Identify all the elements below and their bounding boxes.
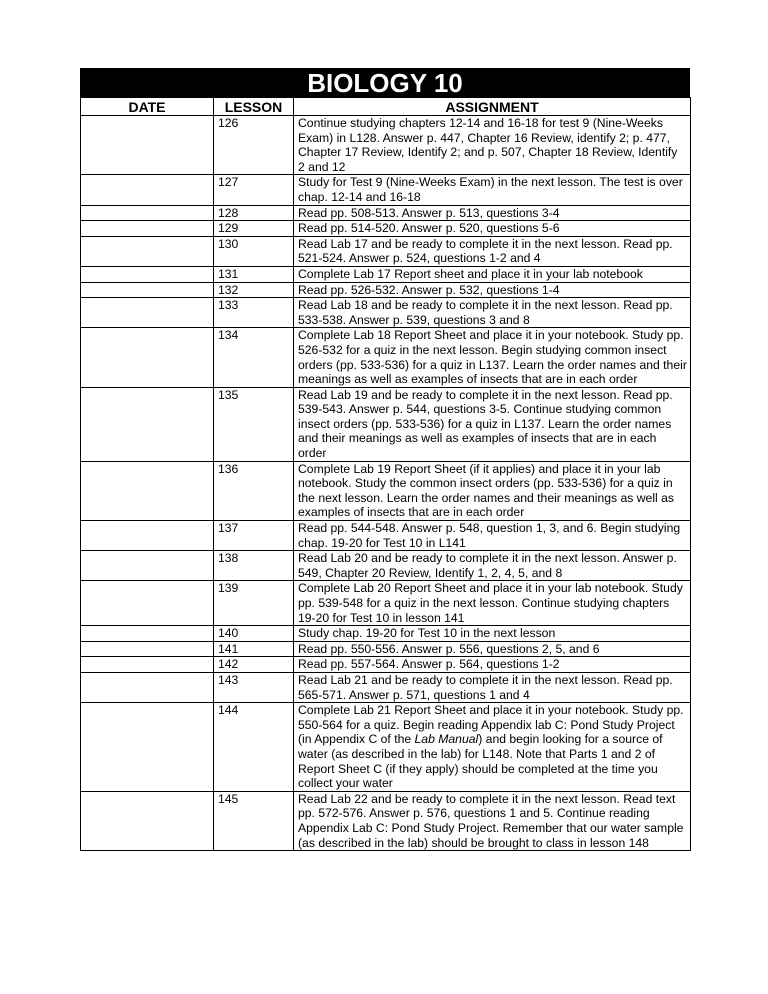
date-cell — [81, 236, 214, 266]
page-title: BIOLOGY 10 — [80, 68, 690, 97]
date-cell — [81, 521, 214, 551]
date-cell — [81, 387, 214, 461]
date-header: DATE — [81, 98, 214, 116]
date-cell — [81, 461, 214, 520]
date-cell — [81, 282, 214, 298]
assignment-cell: Continue studying chapters 12-14 and 16-18 for test 9 (Nine-Weeks Exam) in L128. Answer p. 447, Chapter 16 Review, identify 2; p. 477, Chapter 17 Review, Identify 2; and p. 507, Chapter 18 Review, Identify 2 and 12 — [294, 116, 691, 175]
assignment-cell: Read Lab 21 and be ready to complete it in the next lesson. Read pp. 565-571. Answer p. 571, questions 1 and 4 — [294, 672, 691, 702]
date-cell — [81, 672, 214, 702]
lesson-cell: 126 — [214, 116, 294, 175]
assignment-cell: Study chap. 19-20 for Test 10 in the next lesson — [294, 626, 691, 642]
date-cell — [81, 221, 214, 237]
lesson-cell: 129 — [214, 221, 294, 237]
lesson-header: LESSON — [214, 98, 294, 116]
table-row — [81, 626, 691, 642]
table-row — [81, 266, 691, 282]
table-row — [81, 791, 691, 850]
assignment-cell: Read pp. 514-520. Answer p. 520, questions 5-6 — [294, 221, 691, 237]
assignment-table — [80, 97, 691, 851]
table-row — [81, 672, 691, 702]
assignment-cell: Complete Lab 19 Report Sheet (if it applies) and place it in your lab notebook. Study the common insect orders (pp. 533-536) for a quiz in the next lesson. Learn the order names and their meanings as well as examples of insects that are in each order — [294, 461, 691, 520]
lesson-cell: 134 — [214, 328, 294, 387]
table-row — [81, 298, 691, 328]
table-row — [81, 581, 691, 626]
date-cell — [81, 641, 214, 657]
table-row — [81, 551, 691, 581]
date-cell — [81, 626, 214, 642]
table-row — [81, 175, 691, 205]
date-cell — [81, 298, 214, 328]
assignment-cell: Complete Lab 17 Report sheet and place it in your lab notebook — [294, 266, 691, 282]
lesson-cell: 128 — [214, 205, 294, 221]
date-cell — [81, 266, 214, 282]
table-row — [81, 703, 691, 792]
assignment-cell: Complete Lab 20 Report Sheet and place it in your lab notebook. Study pp. 539-548 for a quiz in the next lesson. Continue studying chapters 19-20 for Test 10 in lesson 141 — [294, 581, 691, 626]
lesson-cell: 131 — [214, 266, 294, 282]
assignment-cell: Read pp. 550-556. Answer p. 556, questions 2, 5, and 6 — [294, 641, 691, 657]
table-row — [81, 116, 691, 175]
date-cell — [81, 116, 214, 175]
assignment-cell: Read pp. 544-548. Answer p. 548, question 1, 3, and 6. Begin studying chap. 19-20 for Test 10 in L141 — [294, 521, 691, 551]
lesson-cell: 132 — [214, 282, 294, 298]
table-row — [81, 521, 691, 551]
lab-manual-title: Lab Manual — [414, 732, 479, 747]
lesson-cell: 135 — [214, 387, 294, 461]
lesson-cell: 140 — [214, 626, 294, 642]
assignment-cell: Read Lab 22 and be ready to complete it in the next lesson. Read text pp. 572-576. Answer p. 576, questions 1 and 5. Continue reading Appendix Lab C: Pond Study Project. Remember that our water sample (as described in the lab) should be brought to class in lesson 148 — [294, 791, 691, 850]
lesson-cell: 145 — [214, 791, 294, 850]
date-cell — [81, 703, 214, 792]
assignment-cell: Read Lab 17 and be ready to complete it in the next lesson. Read pp. 521-524. Answer p. 524, questions 1-2 and 4 — [294, 236, 691, 266]
lesson-cell: 141 — [214, 641, 294, 657]
assignment-cell: Complete Lab 18 Report Sheet and place it in your notebook. Study pp. 526-532 for a quiz in the next lesson. Begin studying common insect orders (pp. 533-536) for a quiz in L137. Learn the order names and their meanings as well as examples of insects that are in each order — [294, 328, 691, 387]
date-cell — [81, 791, 214, 850]
assignment-cell: Read Lab 18 and be ready to complete it in the next lesson. Read pp. 533-538. Answer p. 539, questions 3 and 8 — [294, 298, 691, 328]
date-cell — [81, 175, 214, 205]
table-row — [81, 205, 691, 221]
lesson-cell: 144 — [214, 703, 294, 792]
date-cell — [81, 581, 214, 626]
lesson-cell: 138 — [214, 551, 294, 581]
table-row — [81, 282, 691, 298]
assignment-cell — [294, 703, 691, 792]
lesson-cell: 127 — [214, 175, 294, 205]
schedule-sheet — [80, 68, 690, 851]
lesson-cell: 133 — [214, 298, 294, 328]
assignment-text: ) and begin looking for a source of water (as described in the lab) for L148. Note that Parts 1 and 2 of Report Sheet C (if they apply) should be completed at the time you collect your water — [298, 732, 663, 791]
lesson-cell: 142 — [214, 657, 294, 673]
header-row — [81, 98, 691, 116]
lesson-cell: 137 — [214, 521, 294, 551]
table-row — [81, 641, 691, 657]
table-row — [81, 461, 691, 520]
date-cell — [81, 657, 214, 673]
assignment-cell: Read pp. 557-564. Answer p. 564, questions 1-2 — [294, 657, 691, 673]
lesson-cell: 139 — [214, 581, 294, 626]
assignment-cell: Read Lab 19 and be ready to complete it in the next lesson. Read pp. 539-543. Answer p. 544, questions 3-5. Continue studying common insect orders (pp. 533-536) for a quiz in L137. Learn the order names and their meanings as well as examples of insects that are in each order — [294, 387, 691, 461]
assignment-text: Complete Lab 21 Report Sheet and place it in your notebook. Study pp. 550-564 for a quiz. Begin reading Appendix lab C: Pond Study Project (in Appendix C of the — [298, 703, 684, 747]
date-cell — [81, 328, 214, 387]
date-cell — [81, 551, 214, 581]
table-row — [81, 387, 691, 461]
assignment-cell: Study for Test 9 (Nine-Weeks Exam) in the next lesson. The test is over chap. 12-14 and 16-18 — [294, 175, 691, 205]
date-cell — [81, 205, 214, 221]
assignment-header: ASSIGNMENT — [294, 98, 691, 116]
table-row — [81, 236, 691, 266]
lesson-cell: 136 — [214, 461, 294, 520]
table-row — [81, 328, 691, 387]
table-row — [81, 221, 691, 237]
assignment-cell: Read Lab 20 and be ready to complete it in the next lesson. Answer p. 549, Chapter 20 Review, Identify 1, 2, 4, 5, and 8 — [294, 551, 691, 581]
lesson-cell: 130 — [214, 236, 294, 266]
lesson-cell: 143 — [214, 672, 294, 702]
assignment-cell: Read pp. 508-513. Answer p. 513, questions 3-4 — [294, 205, 691, 221]
assignment-cell: Read pp. 526-532. Answer p. 532, questions 1-4 — [294, 282, 691, 298]
table-row — [81, 657, 691, 673]
